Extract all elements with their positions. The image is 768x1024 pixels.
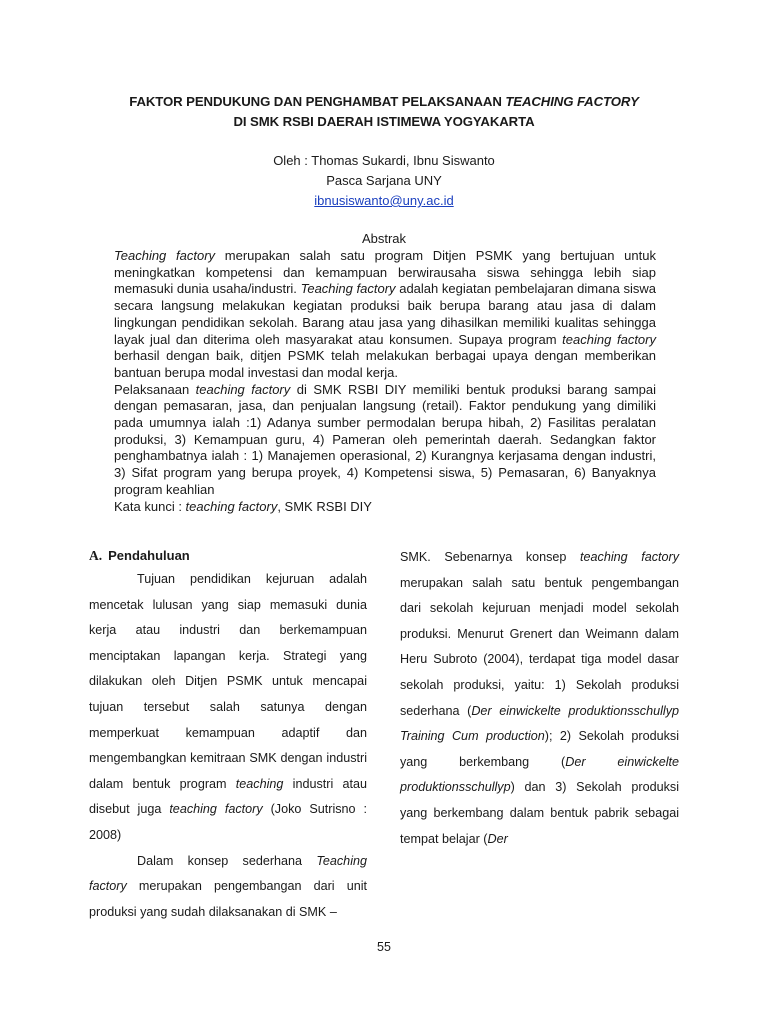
text-run: ); 2) Sekolah produksi yang berkembang ( (400, 729, 679, 769)
author-block (80, 151, 688, 211)
italic-term: teaching factory (185, 498, 278, 514)
italic-term: teaching factory (195, 381, 291, 397)
authors: Oleh : Thomas Sukardi, Ibnu Siswanto (273, 153, 495, 168)
intro-paragraph-3 (400, 545, 679, 852)
abstract-paragraph-2 (114, 382, 656, 499)
text-run: merupakan salah satu program Ditjen PSMK yang bertujuan untuk meningkatkan kompetensi dan kemampuan berwirausaha siswa sehingga lebih siap memasuki dunia usaha/industri. (114, 248, 656, 297)
text-run: Pelaksanaan (114, 381, 196, 397)
intro-paragraph-2 (89, 849, 367, 926)
text-run: , SMK RSBI DIY (277, 498, 372, 514)
title-line-1: FAKTOR PENDUKUNG DAN PENGHAMBAT PELAKSANAAN TEACHING FACTORY (129, 94, 639, 109)
section-title: Pendahuluan (108, 548, 190, 563)
text-run: di SMK RSBI DIY memiliki bentuk produksi barang sampai dengan pemasaran, jasa, dan penjualan langsung (retail). Faktor pendukung yang dimiliki pada umumnya ialah :1) Adanya sumber permodalan berupa hibah, 2) Fasilitas peralatan produksi, 3) Kemampuan guru, 4) Pameran oleh pemerintah daerah. Sedangkan faktor penghambatnya ialah : 1) Manajemen operasional, 2) Kurangnya kerjasama dengan industri, 3) Sifat program yang berupa proyek, 4) Kompetensi siswa, 5) Pemasaran, 6) Banyaknya program keahlian (114, 381, 657, 497)
italic-term: Der einwickelte produktionsschullyp Training Cum production (400, 703, 679, 744)
italic-term: Der (487, 831, 508, 846)
text-run: adalah kegiatan pembelajaran dimana siswa secara langsung melakukan kegiatan produksi baik berupa barang atau jasa di dalam lingkungan pendidikan sekolah. Barang atau jasa yang dihasilkan memiliki kualitas sehingga layak jual dan diterima oleh masyarakat atau konsumen. Supaya program (114, 281, 656, 347)
italic-term: teaching factory (562, 331, 656, 347)
text-run: merupakan pengembangan dari unit produksi yang sudah dilaksanakan di SMK – (89, 879, 367, 919)
text-run: (Joko Sutrisno : 2008) (89, 802, 367, 842)
text-run: industri atau disebut juga (89, 776, 367, 817)
text-run: ) dan 3) Sekolah produksi yang berkembang dalam bentuk pabrik sebagai tempat belajar ( (400, 780, 679, 846)
abstract-paragraph-1 (114, 248, 656, 382)
abstract-body (114, 248, 656, 515)
keywords (114, 499, 656, 516)
italic-term: Teaching factory (300, 281, 396, 297)
section-letter: A. (89, 548, 103, 563)
italic-term: Teaching factory (89, 853, 367, 894)
right-column (400, 545, 679, 852)
page-number: 55 (377, 940, 391, 954)
italic-term: teaching factory (169, 802, 263, 817)
text-run: merupakan salah satu bentuk pengembangan dari sekolah kejuruan menjadi model sekolah produksi. Menurut Grenert dan Weimann dalam Heru Subroto (2004), terdapat tiga model dasar sekolah produksi, yaitu: 1) Sekolah produksi sederhana ( (400, 575, 679, 718)
text-run: SMK. Sebenarnya konsep (400, 550, 581, 564)
text-run: Dalam konsep sederhana (137, 853, 317, 868)
title-line-2: DI SMK RSBI DAERAH ISTIMEWA YOGYAKARTA (233, 114, 535, 129)
abstract-heading: Abstrak (361, 231, 407, 246)
italic-term: teaching factory (580, 550, 679, 564)
text-run: Kata kunci : (114, 498, 186, 514)
italic-term: Der einwickelte produktionsschullyp (400, 754, 680, 795)
intro-paragraph-1 (89, 567, 367, 849)
section-heading (89, 545, 367, 567)
text-run: berhasil dengan baik, ditjen PSMK telah melakukan berbagai upaya dengan memberikan bantuan berupa modal investasi dan modal kerja. (114, 348, 656, 380)
left-column (89, 545, 367, 925)
paper-title (80, 92, 688, 132)
text-run: Tujuan pendidikan kejuruan adalah mencetak lulusan yang siap memasuki dunia kerja atau industri dan berkemampuan menciptakan lapangan kerja. Strategi yang dilakukan oleh Ditjen PSMK untuk mencapai tujuan tersebut salah satunya dengan memperkuat kemampuan adaptif dan mengembangkan kemitraan SMK dengan industri dalam bentuk program (89, 572, 367, 791)
email-link[interactable]: ibnusiswanto@uny.ac.id (314, 193, 454, 208)
italic-term: teaching (235, 776, 284, 791)
italic-term: Teaching factory (114, 248, 216, 263)
affiliation: Pasca Sarjana UNY (326, 173, 442, 188)
